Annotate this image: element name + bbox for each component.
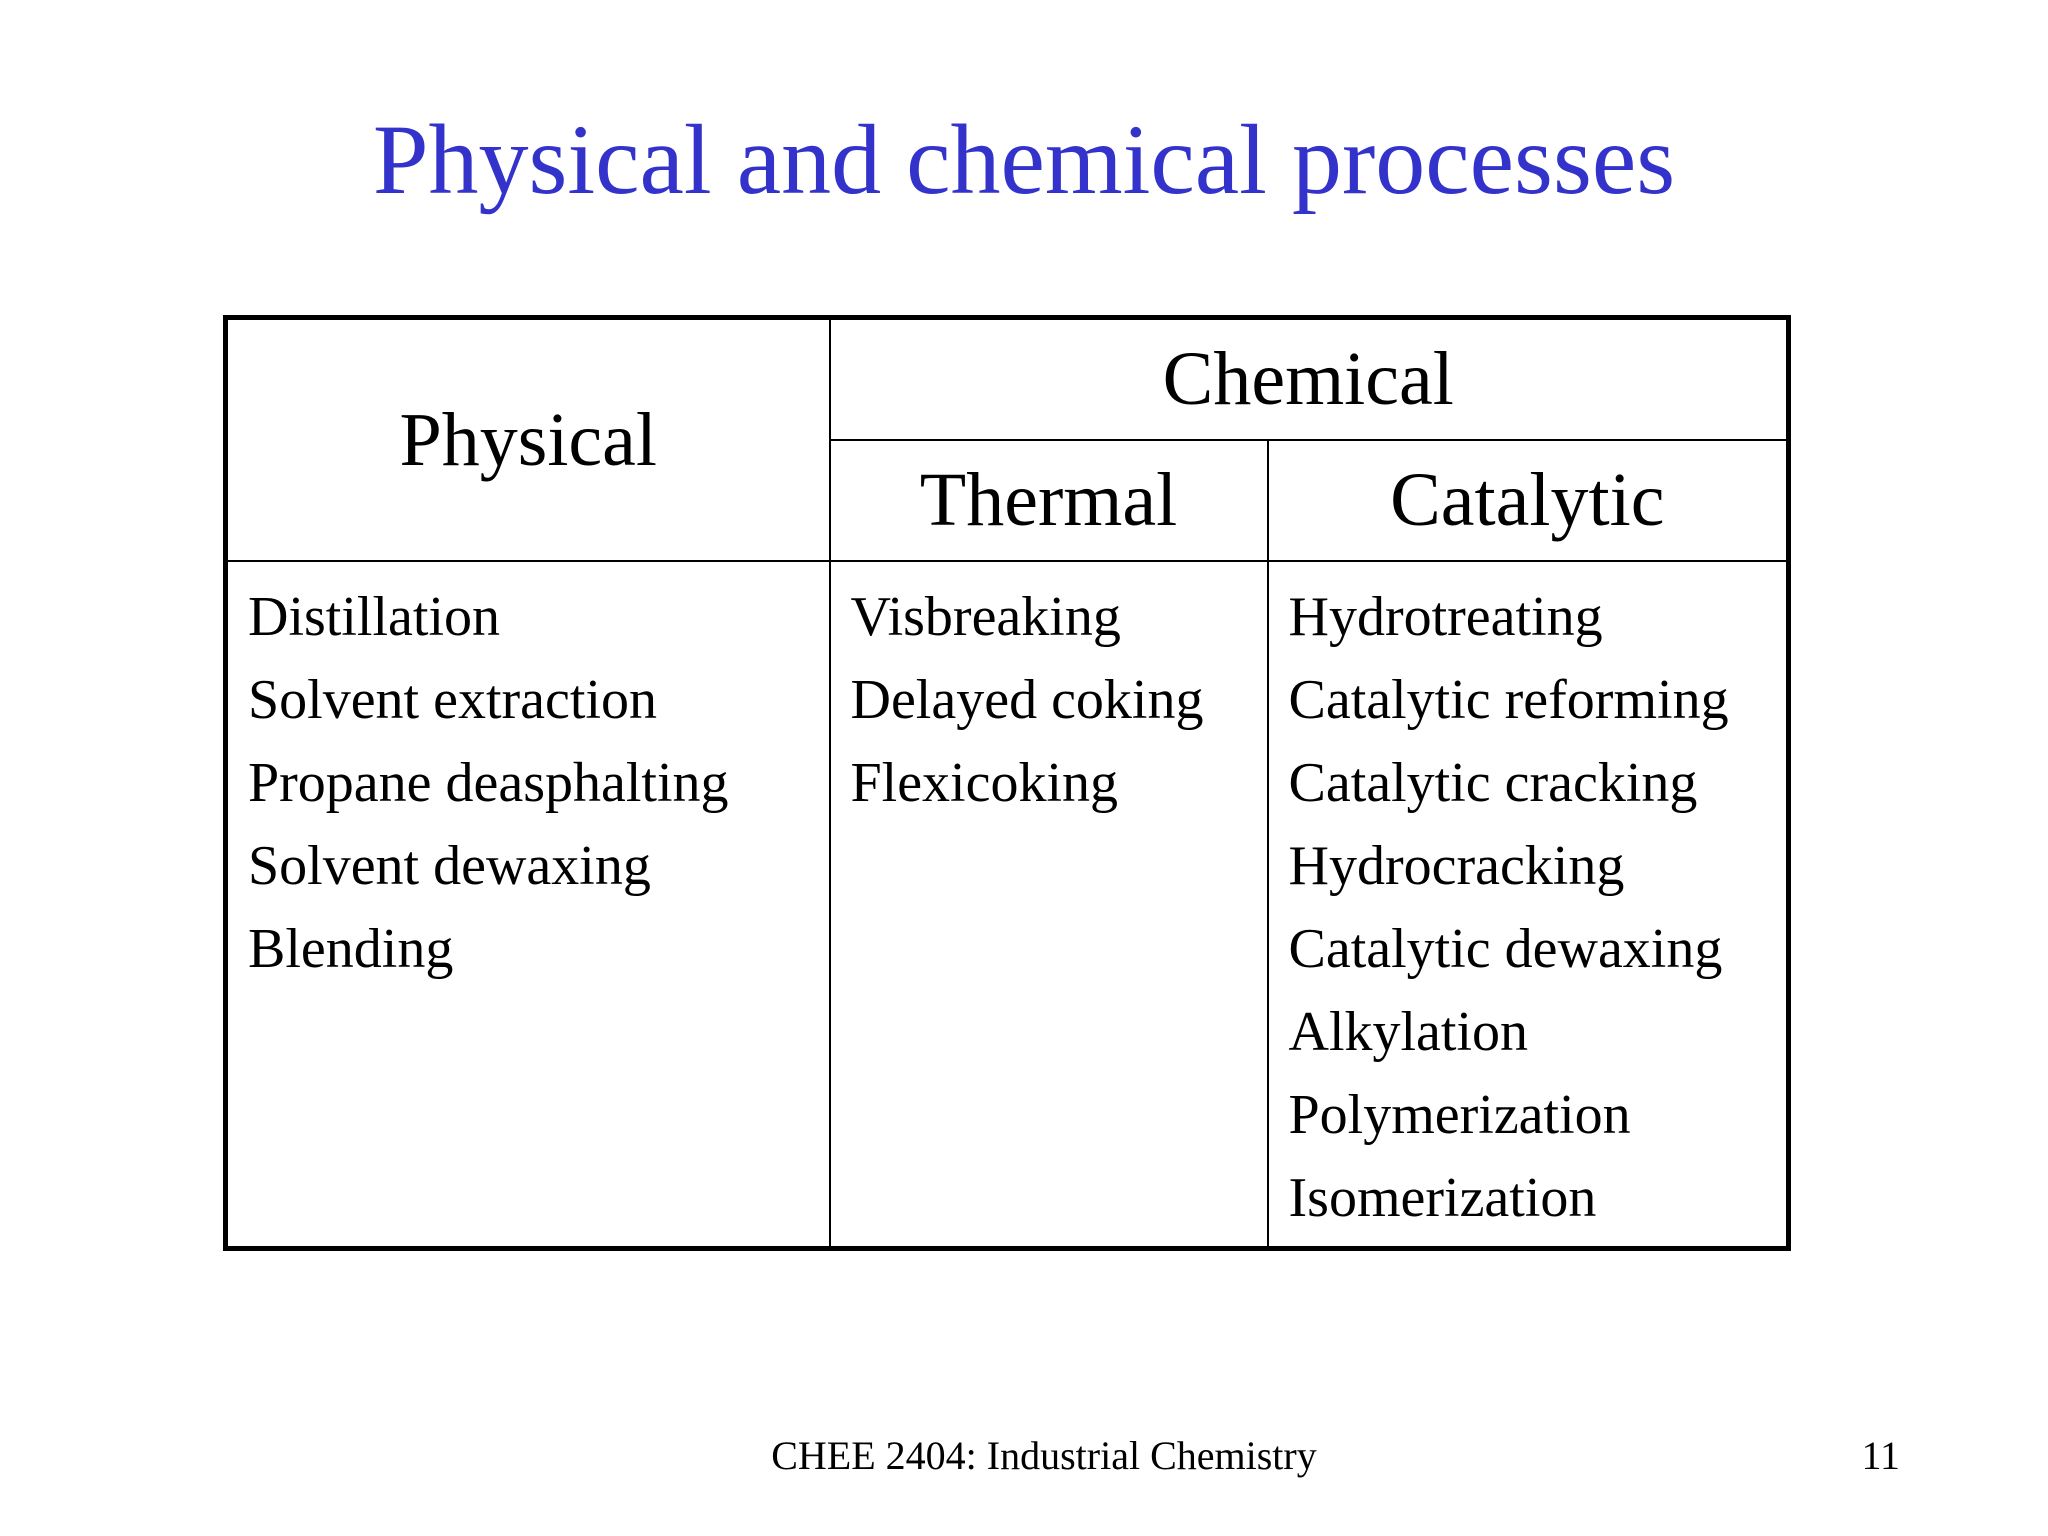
- list-item: Catalytic reforming: [1288, 669, 1729, 731]
- list-item: Solvent dewaxing: [248, 835, 651, 897]
- list-item: Blending: [248, 918, 454, 980]
- list-item: Propane deasphalting: [248, 752, 729, 814]
- header-row-1: [226, 318, 1789, 441]
- catalytic-list: [1268, 561, 1789, 1249]
- list-item: Hydrotreating: [1288, 586, 1603, 648]
- header-physical: Physical: [226, 318, 830, 562]
- list-item: Visbreaking: [850, 586, 1121, 648]
- list-item: Hydrocracking: [1288, 835, 1625, 897]
- thermal-list: [830, 561, 1268, 1249]
- list-item: Catalytic dewaxing: [1288, 918, 1723, 980]
- physical-list: [226, 561, 830, 1249]
- list-item: Alkylation: [1288, 1001, 1529, 1063]
- list-item: Catalytic cracking: [1288, 752, 1698, 814]
- list-item: Isomerization: [1288, 1167, 1597, 1229]
- footer-course: CHEE 2404: Industrial Chemistry: [771, 1433, 1317, 1478]
- process-table: [223, 315, 1791, 1251]
- header-catalytic: Catalytic: [1268, 440, 1789, 561]
- header-thermal: Thermal: [830, 440, 1268, 561]
- list-item: Flexicoking: [850, 752, 1119, 814]
- list-item: Delayed coking: [850, 669, 1204, 731]
- slide-title: Physical and chemical processes: [372, 104, 1676, 215]
- list-item: Distillation: [248, 586, 500, 648]
- body-row: [226, 561, 1789, 1249]
- page-number: 11: [1861, 1433, 1900, 1478]
- header-chemical: Chemical: [830, 318, 1789, 441]
- list-item: Polymerization: [1288, 1084, 1631, 1146]
- list-item: Solvent extraction: [248, 669, 658, 731]
